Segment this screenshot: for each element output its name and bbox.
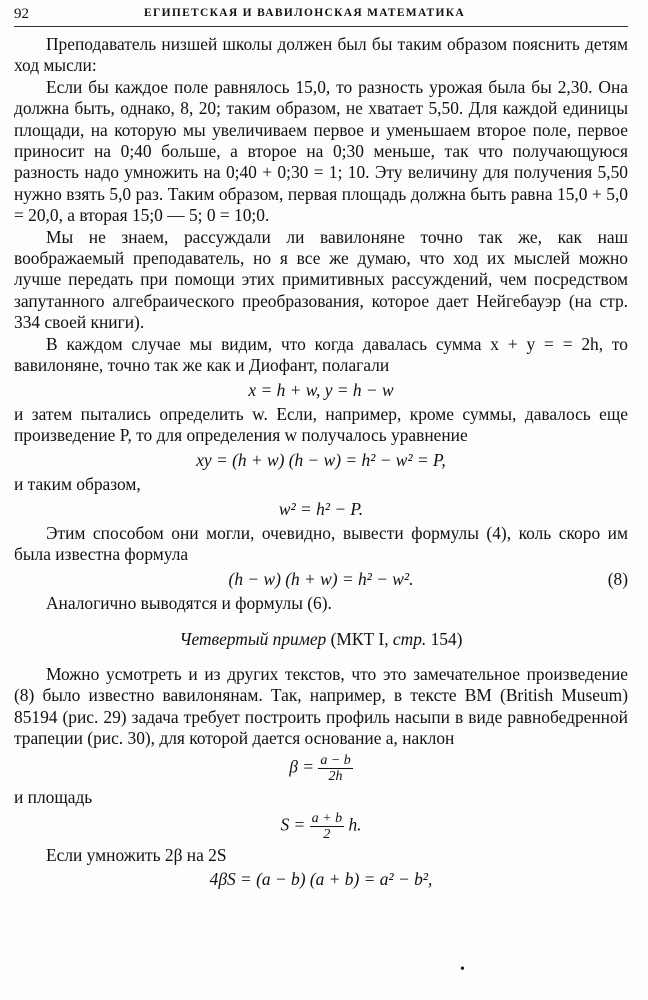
paragraph-7: Этим способом они могли, очевидно, вывести формулы (4), коль скоро им была известна формула <box>14 522 628 565</box>
paragraph-2: Если бы каждое поле равнялось 15,0, то разность урожая была бы 2,30. Она должна быть, однако, 8, 20; таким образом, не хватает 5,50. Для каждой единицы площади, на которую мы увеличиваем первое и уменьшаем второе поле, первое приносит на 0;40 больше, а второе на 0;30 меньше, так что получающуюся разность надо умножить на 0;40 + 0;30 = 1; 10. Эту величину для получения 5,50 нужно взять 5,0 раз. Таким образом, первая площадь должна быть равна 15,0 + 5,0 = 20,0, а вторая 15;0 — 5; 0 = 10;0. <box>14 76 628 226</box>
stray-dot-mark: • <box>460 962 465 977</box>
paragraph-11: Если умножить 2β на 2S <box>46 845 227 865</box>
equation-6-lhs: S = <box>280 814 306 835</box>
section-ref-page: стр. <box>392 628 427 649</box>
paragraph-8: Аналогично выводятся и формулы (6). <box>46 593 332 614</box>
equation-6 <box>14 811 628 842</box>
fraction-denominator: 2 <box>323 827 331 842</box>
running-title: ЕГИПЕТСКАЯ И ВАВИЛОНСКАЯ МАТЕМАТИКА <box>144 7 466 19</box>
paragraph-1: Преподаватель низшей школы должен был бы таким образом пояснить детям ход мысли: <box>14 34 628 76</box>
fraction-numerator: a + b <box>311 811 343 826</box>
page-body <box>14 34 628 894</box>
fraction-numerator: a − b <box>320 752 351 768</box>
paragraph-5: и затем пытались определить w. Если, например, кроме суммы, давалось еще произведение P, то для определения w получалось уравнение <box>14 403 628 446</box>
equation-1: x = h + w, y = h − w <box>248 379 394 400</box>
equation-5 <box>14 753 628 784</box>
page-number: 92 <box>14 6 29 22</box>
equation-number-8: (8) <box>607 568 628 589</box>
paragraph-3: Мы не знаем, рассуждали ли вавилоняне точно так же, как наш воображаемый преподаватель, но я все же думаю, что ход их мыслей можно лучше передать при помощи этих примитивных рассуждений, чем посредством запутанного алгебраического преобразования, которое дает Нейгебауэр (на стр. 334 своей книги). <box>14 226 628 333</box>
paragraph-10: и площадь <box>14 786 93 807</box>
section-title: Четвертый пример <box>179 628 327 649</box>
equation-5-lhs: β = <box>289 756 314 777</box>
equation-7: 4βS = (a − b) (a + b) = a² − b², <box>209 869 433 890</box>
equation-6-rhs: h. <box>348 814 362 835</box>
paragraph-4: В каждом случае мы видим, что когда давалась сумма x + y = = 2h, то вавилоняне, точно так же как и Диофант, полагали <box>14 333 628 376</box>
equation-2: xy = (h + w) (h − w) = h² − w² = P, <box>196 449 446 470</box>
paragraph-6: и таким образом, <box>14 474 141 495</box>
section-ref-close: 154) <box>426 628 463 649</box>
equation-4 <box>14 569 628 590</box>
equation-3: w² = h² − P. <box>278 498 364 519</box>
section-heading <box>14 629 628 650</box>
equation-4-body: (h − w) (h + w) = h² − w². <box>228 568 414 589</box>
section-ref-open: (МКТ I, <box>330 628 393 649</box>
equation-6-fraction <box>310 811 344 842</box>
page-header <box>14 4 628 27</box>
equation-5-fraction <box>318 753 352 784</box>
fraction-denominator: 2h <box>328 768 343 784</box>
paragraph-9: Можно усмотреть и из других текстов, что это замечательное произведение (8) было известно вавилонянам. Так, например, в тексте BM (British Museum) 85194 (рис. 29) задача требует построить профиль насыпи в виде равнобедренной трапеции (рис. 30), для которой дается основание a, наклон <box>14 663 628 749</box>
